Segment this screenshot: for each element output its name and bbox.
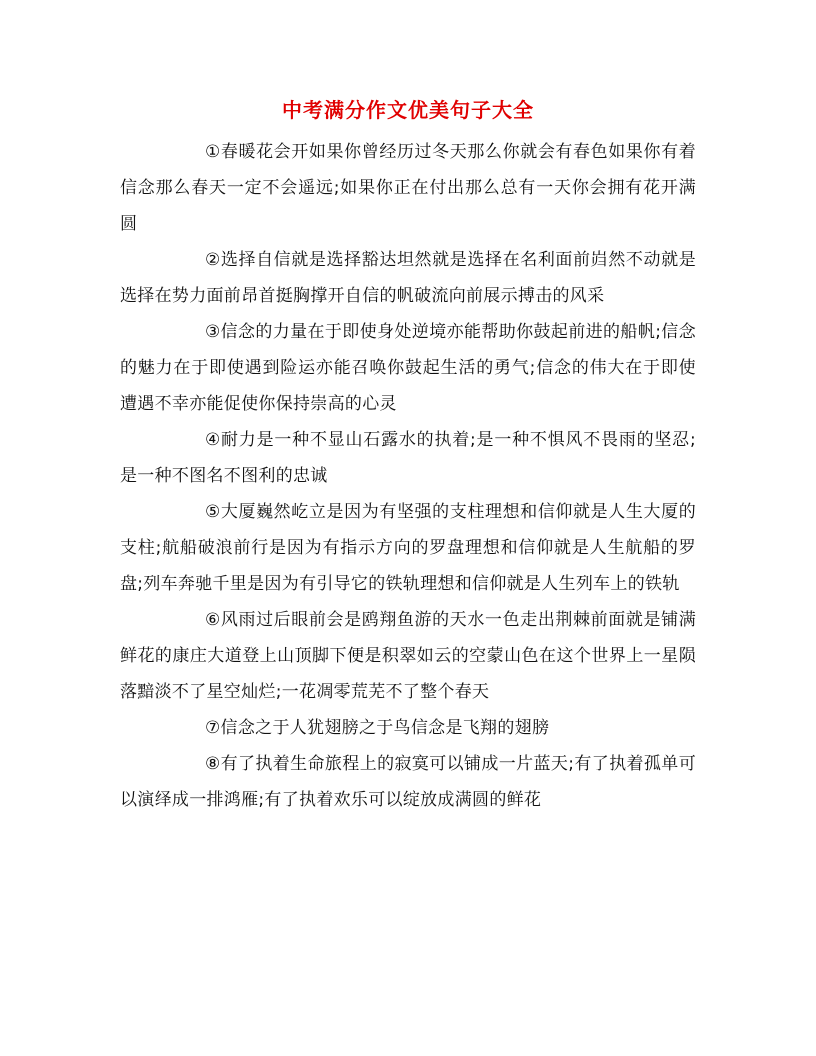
paragraph-3: ③信念的力量在于即使身处逆境亦能帮助你鼓起前进的船帆;信念的魅力在于即使遇到险运亦能召唤你鼓起生活的勇气;信念的伟大在于即使遭遇不幸亦能促使你保持崇高的心灵 <box>120 322 696 414</box>
paragraph-2: ②选择自信就是选择豁达坦然就是选择在名利面前岿然不动就是选择在势力面前昂首挺胸撑开自信的帆破流向前展示搏击的风采 <box>120 250 696 306</box>
paragraph-8: ⑧有了执着生命旅程上的寂寞可以铺成一片蓝天;有了执着孤单可以演绎成一排鸿雁;有了执着欢乐可以绽放成满圆的鲜花 <box>120 754 696 810</box>
paragraph-4: ④耐力是一种不显山石露水的执着;是一种不惧风不畏雨的坚忍;是一种不图名不图利的忠诚 <box>120 430 696 486</box>
document-body <box>120 134 696 818</box>
document-title: 中考满分作文优美句子大全 <box>282 98 534 122</box>
paragraph-5: ⑤大厦巍然屹立是因为有坚强的支柱理想和信仰就是人生大厦的支柱;航船破浪前行是因为有指示方向的罗盘理想和信仰就是人生航船的罗盘;列车奔驰千里是因为有引导它的铁轨理想和信仰就是人生列车上的铁轨 <box>120 502 696 594</box>
paragraph-1: ①春暖花会开如果你曾经历过冬天那么你就会有春色如果你有着信念那么春天一定不会遥远;如果你正在付出那么总有一天你会拥有花开满圆 <box>120 142 696 234</box>
paragraph-6: ⑥风雨过后眼前会是鸥翔鱼游的天水一色走出荆棘前面就是铺满鲜花的康庄大道登上山顶脚下便是积翠如云的空蒙山色在这个世界上一星陨落黯淡不了星空灿烂;一花凋零荒芜不了整个春天 <box>120 610 696 702</box>
paragraph-7: ⑦信念之于人犹翅膀之于鸟信念是飞翔的翅膀 <box>205 718 550 738</box>
